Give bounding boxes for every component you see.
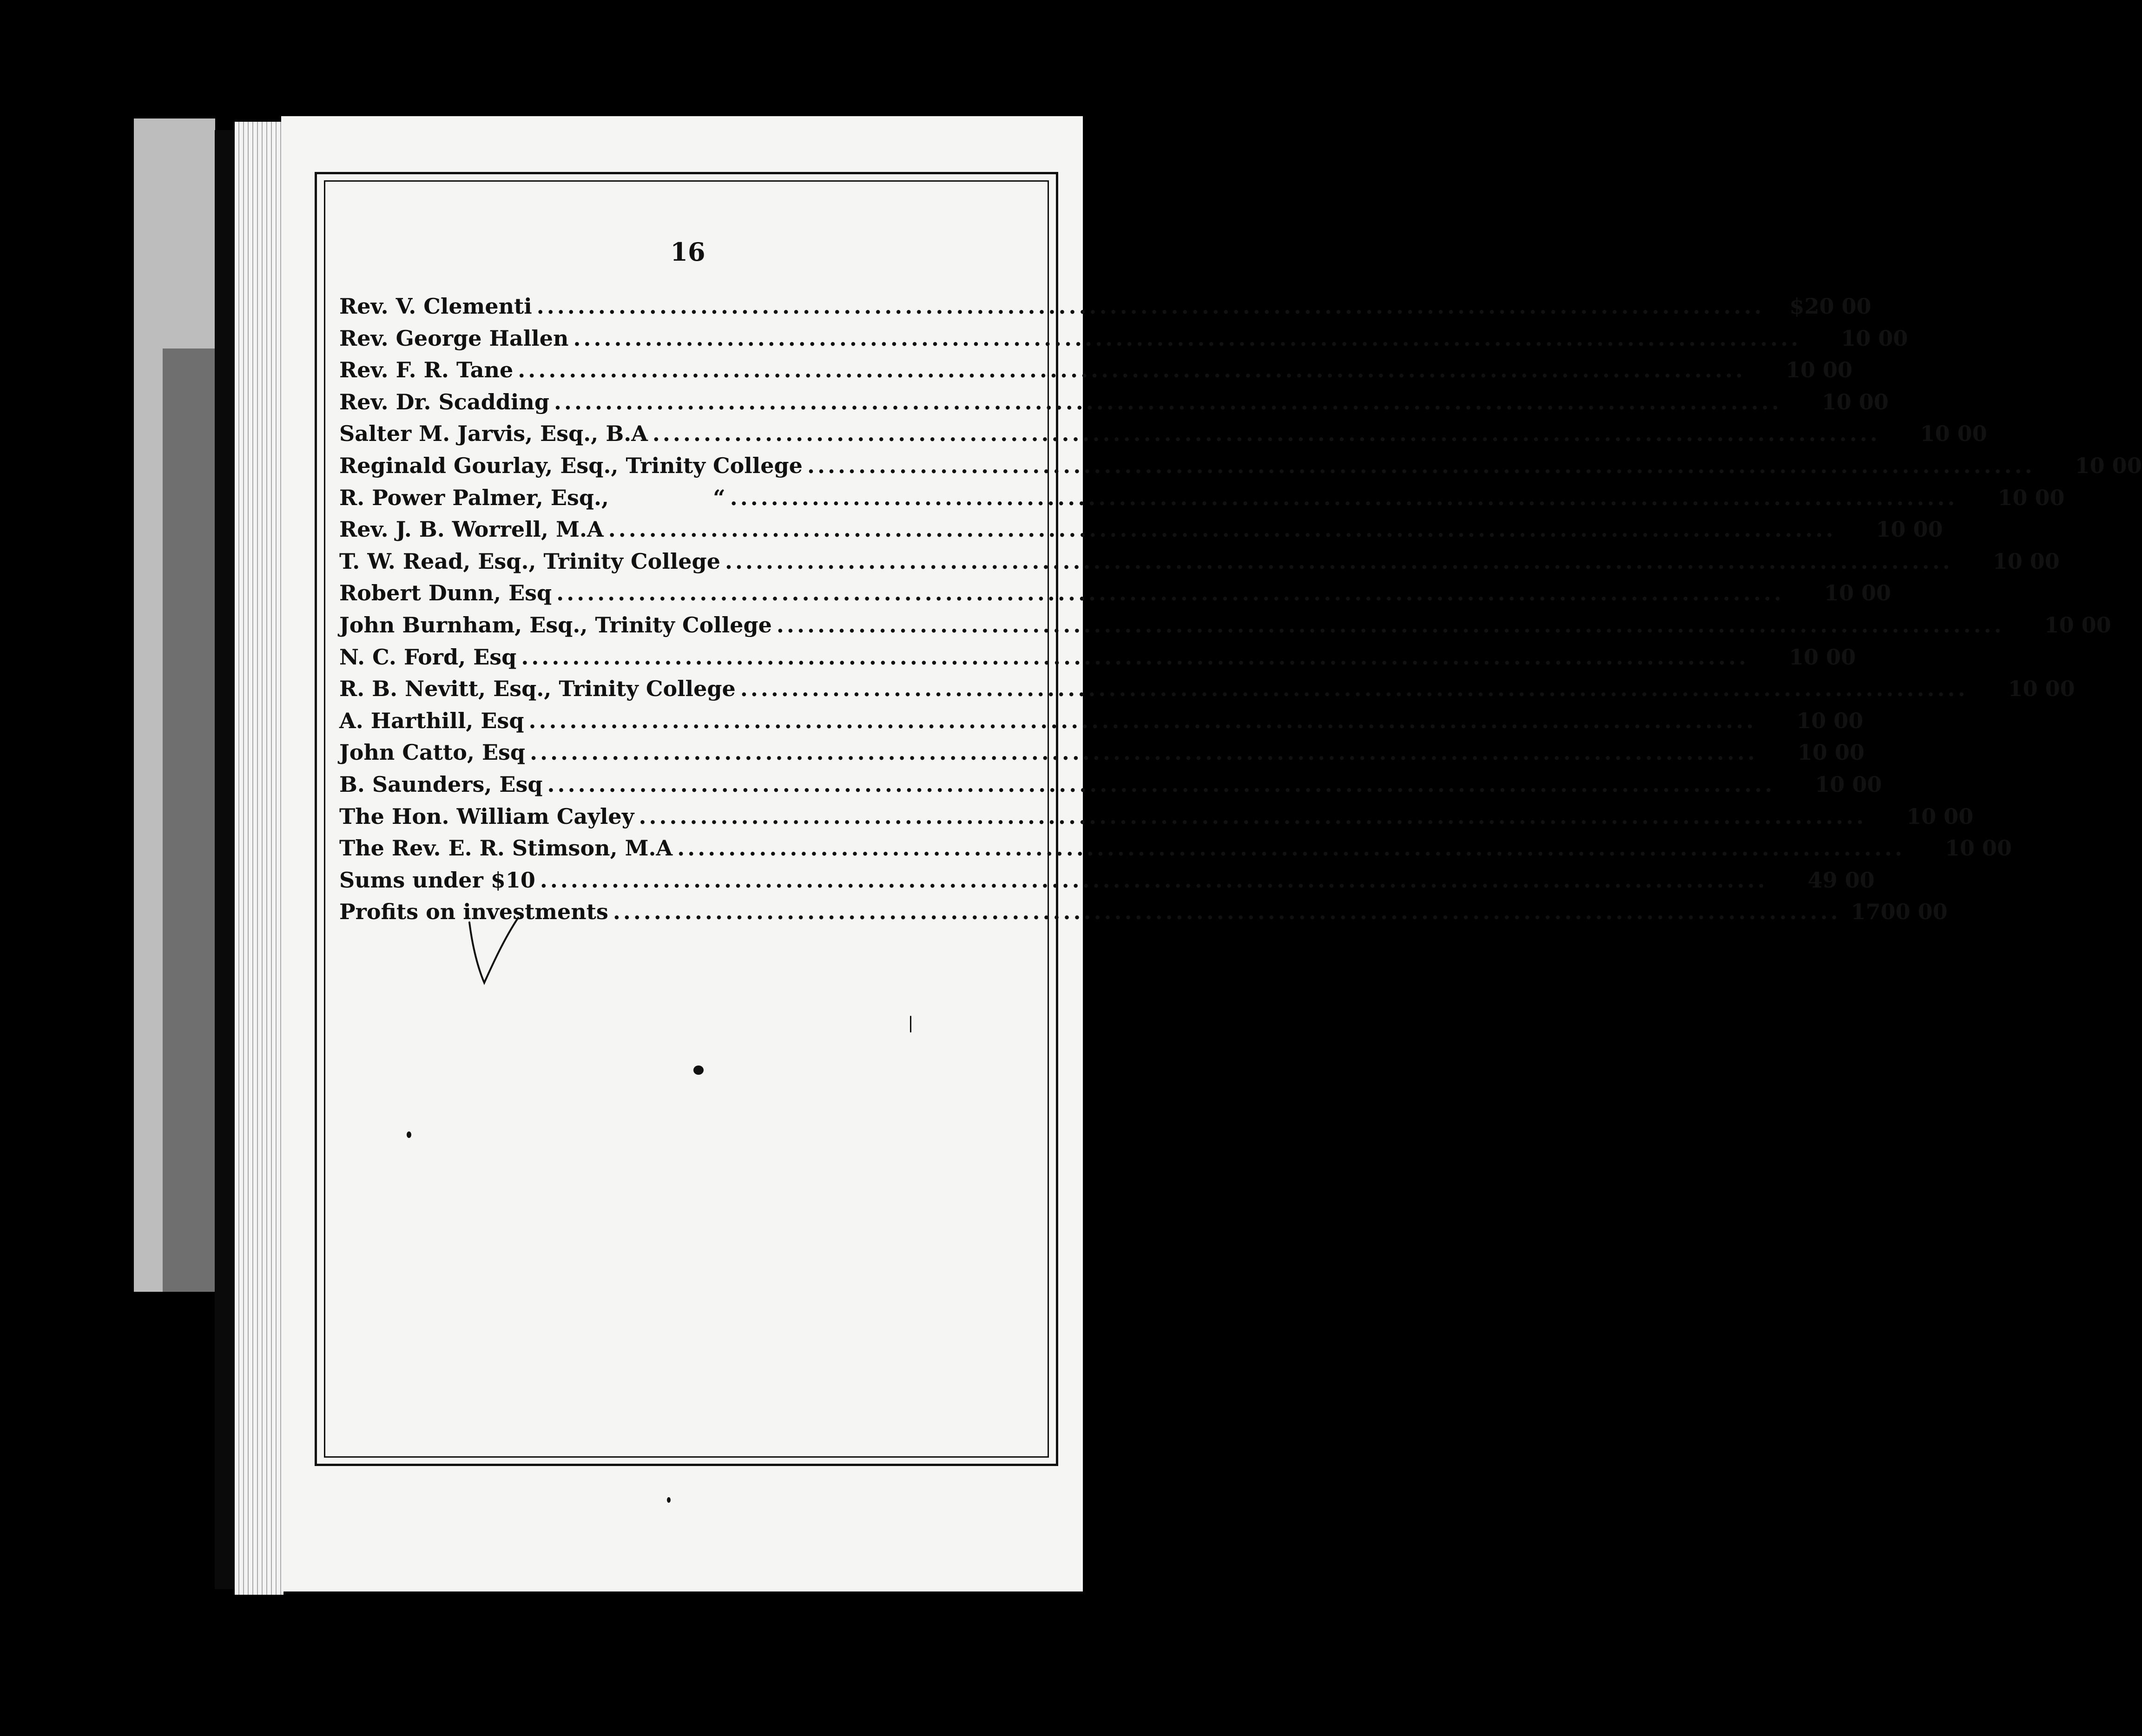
amount: 10 00	[1821, 389, 1889, 414]
list-item	[339, 740, 1865, 772]
amount: 49 00	[1807, 867, 1875, 893]
subscriber-name: Salter M. Jarvis, Esq., B.A	[339, 421, 648, 447]
dot-leader: ........................................................................................................................	[677, 835, 1905, 861]
amount: 10 00	[1876, 517, 1943, 542]
list-item	[339, 644, 1856, 677]
subscriber-name: R. Power Palmer, Esq., “	[339, 485, 725, 510]
subscriber-name: R. B. Nevitt, Esq., Trinity College	[339, 676, 736, 702]
book-edge-shadow	[163, 349, 217, 1292]
subscriber-name: N. C. Ford, Esq	[339, 644, 517, 670]
amount: 10 00	[1796, 708, 1864, 733]
amount: 1700 00	[1851, 899, 1948, 925]
list-item	[339, 803, 1974, 836]
amount: 10 00	[1906, 803, 1974, 829]
ink-speck	[407, 1131, 411, 1138]
subscriber-name: T. W. Read, Esq., Trinity College	[339, 548, 720, 574]
list-item	[339, 580, 1891, 612]
subscriber-name: Profits on investments	[339, 899, 608, 925]
dot-leader: ........................................................................................................................	[652, 421, 1880, 447]
dot-leader: ........................................................................................................................	[573, 325, 1801, 351]
dot-leader: ........................................................................................................................	[639, 803, 1867, 829]
ink-speck	[693, 1065, 704, 1075]
list-item	[339, 867, 1875, 900]
list-item	[339, 548, 2060, 581]
dot-leader: ........................................................................................................................	[776, 612, 2004, 638]
amount: 10 00	[1841, 325, 1908, 351]
list-item	[339, 676, 2075, 708]
book-spine-edge	[215, 130, 236, 1589]
dot-leader: ........................................................................................................................	[554, 389, 1782, 414]
list-item	[339, 357, 1853, 389]
subscriber-name: The Rev. E. R. Stimson, M.A	[339, 835, 673, 861]
amount: 10 00	[1997, 485, 2065, 510]
page-stack-edges	[235, 122, 283, 1595]
list-item	[339, 325, 1908, 358]
list-item	[339, 899, 1948, 931]
subscriber-name: B. Saunders, Esq	[339, 771, 543, 797]
amount: 10 00	[1815, 771, 1882, 797]
dot-leader: ........................................................................................................................	[521, 644, 1749, 670]
dot-leader: ........................................................................................................................	[740, 676, 1968, 702]
subscriber-name: Rev. J. B. Worrell, M.A	[339, 517, 604, 542]
dot-leader: ........................................................................................................................	[530, 740, 1758, 765]
amount: 10 00	[2075, 453, 2142, 478]
dot-leader: ........................................................................................................................	[613, 899, 1841, 925]
dot-leader: ........................................................................................................................	[518, 357, 1746, 383]
amount: 10 00	[1944, 835, 2012, 861]
list-item	[339, 517, 1943, 549]
list-item	[339, 485, 2065, 517]
dot-leader: ........................................................................................................................	[556, 580, 1784, 606]
subscriber-name: Sums under $10	[339, 867, 535, 893]
list-item	[339, 771, 1882, 804]
amount: 10 00	[1824, 580, 1891, 606]
subscription-list	[339, 294, 2142, 931]
list-item	[339, 835, 2012, 868]
list-item	[339, 708, 1864, 740]
dot-leader: ........................................................................................................................	[528, 708, 1757, 733]
amount: 10 00	[2008, 676, 2075, 702]
ink-speck	[910, 1016, 911, 1032]
list-item	[339, 421, 1987, 453]
list-item	[339, 389, 1889, 421]
subscriber-name: Rev. V. Clementi	[339, 294, 532, 319]
subscriber-name: Rev. F. R. Tane	[339, 357, 514, 383]
list-item	[339, 294, 1872, 326]
list-item	[339, 453, 2142, 485]
subscriber-name: Rev. George Hallen	[339, 325, 569, 351]
amount: 10 00	[1786, 357, 1853, 383]
amount: $20 00	[1789, 294, 1872, 319]
dot-leader: ........................................................................................................................	[540, 867, 1768, 893]
ink-speck	[667, 1497, 671, 1503]
amount: 10 00	[1789, 644, 1856, 670]
subscriber-name: John Burnham, Esq., Trinity College	[339, 612, 772, 638]
amount: 10 00	[2044, 612, 2111, 638]
subscriber-name: John Catto, Esq	[339, 740, 526, 765]
dot-leader: ........................................................................................................................	[725, 548, 1953, 574]
amount: 10 00	[1920, 421, 1987, 447]
amount: 10 00	[1992, 548, 2060, 574]
dot-leader: ........................................................................................................................	[807, 453, 2035, 478]
dot-leader: ........................................................................................................................	[608, 517, 1836, 542]
subscriber-name: The Hon. William Cayley	[339, 803, 634, 829]
list-item	[339, 612, 2111, 644]
amount: 10 00	[1797, 740, 1865, 765]
handwritten-check-mark	[465, 913, 521, 987]
dot-leader: ........................................................................................................................	[547, 771, 1775, 797]
subscriber-name: Robert Dunn, Esq	[339, 580, 552, 606]
dot-leader: ........................................................................................................................	[730, 485, 1958, 510]
dot-leader: ........................................................................................................................	[536, 294, 1765, 319]
subscriber-name: Rev. Dr. Scadding	[339, 389, 550, 414]
subscriber-name: A. Harthill, Esq	[339, 708, 524, 733]
page-number: 16	[670, 237, 705, 267]
subscriber-name: Reginald Gourlay, Esq., Trinity College	[339, 453, 803, 478]
